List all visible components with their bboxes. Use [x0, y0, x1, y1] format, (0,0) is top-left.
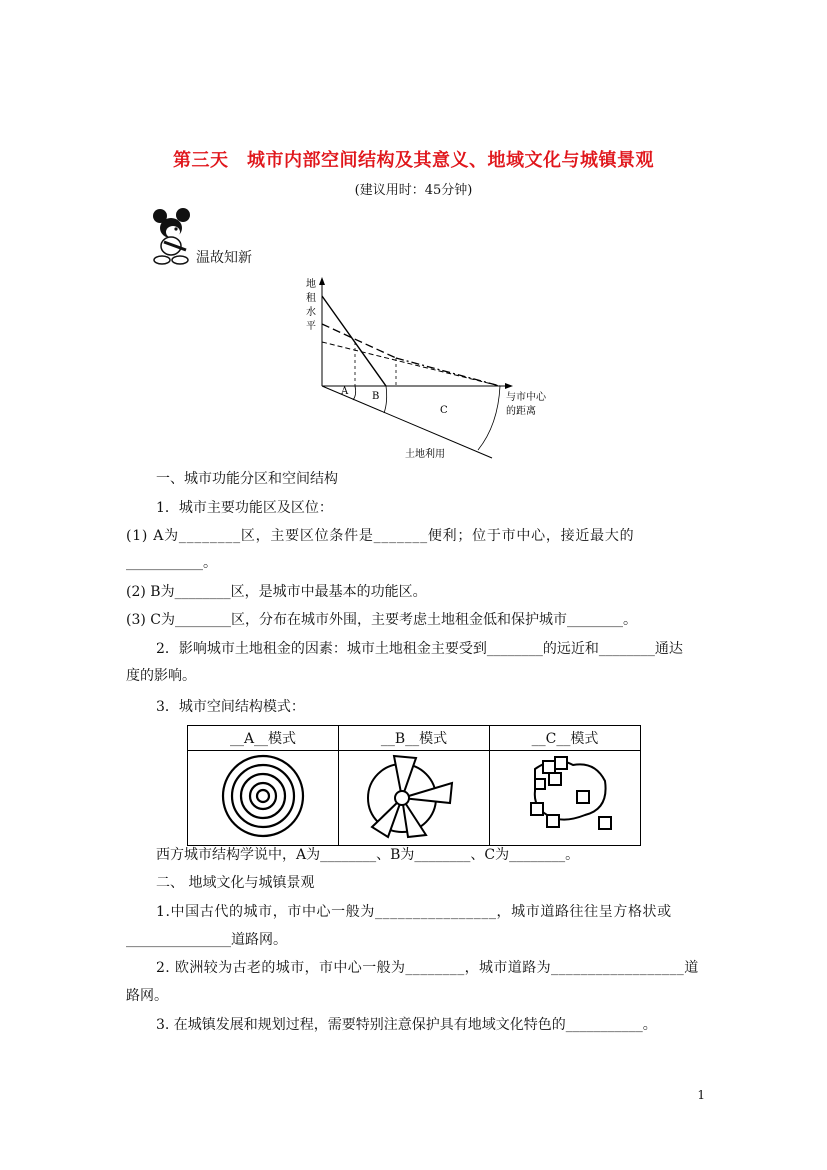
section1-q1-2: (2) B为________区，是城市中最基本的功能区。	[126, 584, 427, 600]
section1-q1-1a: (1) A为________区，主要区位条件是_______便利；位于市中心，接近最大的	[126, 528, 635, 544]
section1-q2a: 2．影响城市土地租金的因素：城市土地租金主要受到________的远近和________通达	[156, 641, 683, 657]
zone-c-label: C	[440, 405, 448, 416]
y-axis-label-4: 平	[306, 321, 316, 332]
review-label: 温故知新	[196, 250, 252, 266]
section1-q2b: 度的影响。	[126, 668, 196, 684]
section1-q1-3: (3) C为________区，分布在城市外围，主要考虑土地租金低和保护城市________。	[126, 612, 637, 628]
sector-model-icon	[364, 751, 464, 841]
section2-q1b: _______________道路网。	[126, 932, 287, 948]
section2-q1a: 1.中国古代的城市，市中心一般为________________，城市道路往往呈方格状或	[156, 904, 672, 920]
city-structure-table	[187, 725, 641, 846]
x-axis-label-1: 与市中心	[506, 392, 546, 403]
land-use-label: 土地利用	[405, 449, 445, 460]
x-axis-label-2: 的距离	[506, 406, 536, 417]
section2-q2b: 路网。	[126, 988, 168, 1004]
section1-q1: 1．城市主要功能区及区位：	[156, 500, 333, 516]
model-c-header: __C__模式	[490, 726, 641, 751]
concentric-zone-model-icon	[213, 751, 313, 841]
section2-q3: 3. 在城镇发展和规划过程，需要特别注意保护具有地域文化特色的___________。	[156, 1017, 657, 1033]
bid-rent-diagram	[300, 270, 546, 465]
y-axis-label-3: 水	[306, 307, 316, 318]
section2-q2a: 2. 欧洲较为古老的城市，市中心一般为________，城市道路为__________________道	[156, 960, 699, 976]
section1-q3: 3．城市空间结构模式：	[156, 699, 305, 715]
suggested-time: (建议用时：45分钟)	[354, 183, 473, 198]
section2-heading: 二、 地域文化与城镇景观	[156, 875, 315, 891]
zone-b-label: B	[372, 391, 380, 402]
zone-a-label: A	[341, 386, 349, 397]
y-axis-label-2: 租	[306, 293, 316, 304]
multiple-nuclei-cell	[490, 751, 641, 846]
section1-heading: 一、城市功能分区和空间结构	[156, 471, 338, 487]
y-axis-label-1: 地	[306, 279, 316, 290]
sector-model-cell	[339, 751, 490, 846]
concentric-zone-cell	[188, 751, 339, 846]
mascot-icon	[150, 206, 195, 268]
page-title: 第三天 城市内部空间结构及其意义、地域文化与城镇景观	[173, 150, 654, 171]
model-b-header: __B__模式	[339, 726, 490, 751]
multiple-nuclei-model-icon	[515, 751, 615, 841]
model-a-header: __A__模式	[188, 726, 339, 751]
page-number: 1	[697, 1088, 705, 1102]
section1-q1-1b: ___________。	[126, 555, 217, 571]
western-structure-line: 西方城市结构学说中，A为________、B为________、C为________。	[156, 847, 580, 863]
